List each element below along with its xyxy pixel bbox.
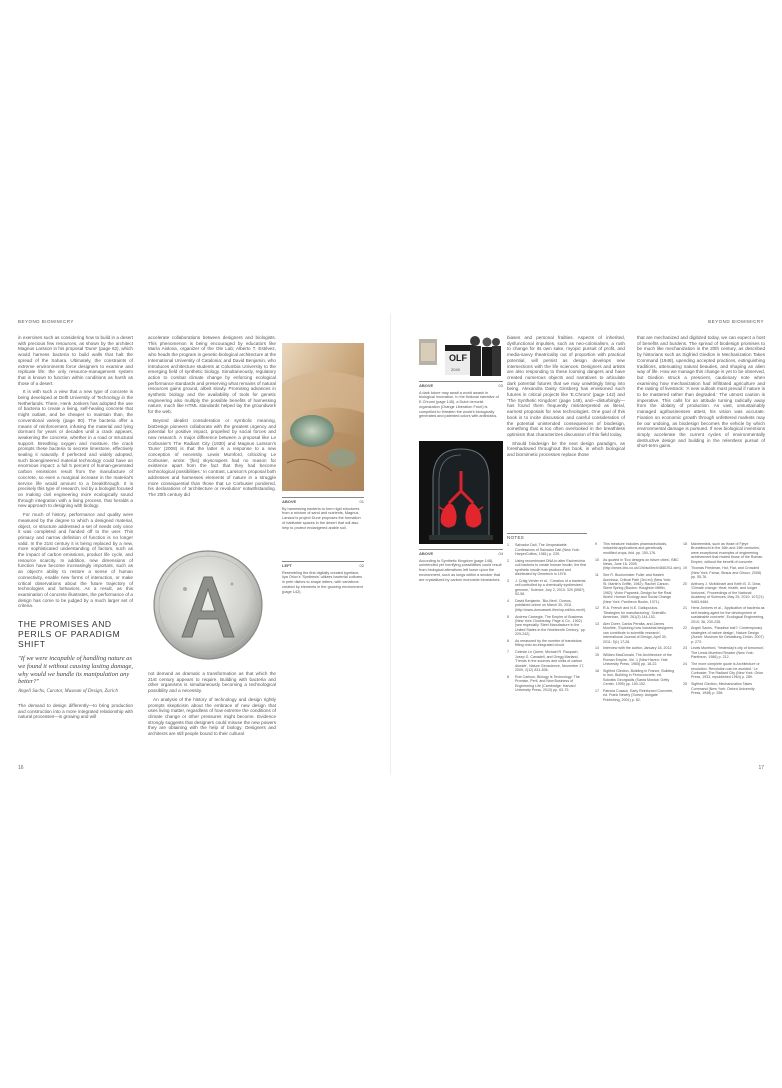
note-item <box>507 599 587 612</box>
note-text: J. Craig Venter et al., 'Creation of a bacterial cell controlled by a chemically synthesized genome,' Science, July 2, 2010: 329 (5987), 52-56. <box>515 579 586 597</box>
note-item <box>683 542 765 564</box>
note-number: 14 <box>595 646 599 651</box>
note-number: 22 <box>683 626 687 631</box>
paragraph: For much of history, performance and quality were measured by the degree to which a designed material, object, or structure addressed a set of needs only once it was completed and handed off to the user. This primacy and narrow definition of function is no longer valid. In the 21st century it is being replaced by a new, more sophisticated understanding of factors, such as the impact of carbon emissions, product life cycle, and resource scarcity. In addition, new dimensions of function have become increasingly important, such as an object's ability to restore a sense of human connectivity, enable new forms of interaction, or make critical observations about the future trajectory of technologies and behaviors. As a result, as this examination of concrete illustrates, the performance of a design has come to be judged by a much larger set of criteria. <box>18 512 133 609</box>
poster-small-text: 2049 <box>451 367 460 372</box>
note-number: 20 <box>683 582 687 587</box>
note-text: Andrew Carnegie, The Empire of Business (New York: Doubleday, Page & Co., 1902) (see especially 'Steel Manufacture in the United States in the Nineteenth Century,' pp. 229-242). <box>515 614 586 637</box>
note-item <box>683 682 765 695</box>
caption-number: 04 <box>498 551 503 556</box>
left-page <box>0 313 391 775</box>
paragraph: accelerate collaborations between designers and biologists. This phenomenon is being encouraged by educators like María Aiolova, organizer of the Ole Lab; Alberto T. Estévez, who heads the program in genetic-biological architecture at the International University of Catalonia; and David Benjamin, who introduces architecture students at Columbia University to the emerging field of synthetic biology. Simultaneously, regulatory action to combat climate change by enforcing ecological performance standards and preserving what remains of natural resources gains ground, albeit slowly. Promising advances in synthetic biology and the availability of tools for genetic engineering also multiply the possible benefits of harnessing nature, much like HTML standards helped lay the groundwork for the web. <box>148 335 276 415</box>
note-text: Celeste Le Quere, Michael R. Raupach, Josep G. Canadell, and Gregg Marland, 'Trends in the sources and sinks of carbon dioxide', Nature Geoscience, November 17, 2009, 2(12) 831-836. <box>515 650 585 672</box>
note-item <box>595 606 675 619</box>
note-item <box>683 626 765 644</box>
caption-number: 01 <box>359 499 364 504</box>
caption-label: ABOVE <box>419 383 434 388</box>
caption-number: 03 <box>498 383 503 388</box>
note-text: See R. Buckminster Fuller and Hasieh Aunnissa, Critical Path (3rd ed) (New York: St. Martin's Griffin, 1982); Rachel Carson, Silent Spring (Boston: Houghton Mifflin, 1962); Victor Papanek, Design for the Real World: Human Ecology and Social Change (New York: Pantheon Books, 1971). <box>603 573 672 604</box>
note-number: 2 <box>507 559 509 564</box>
pull-quote-attribution: Angeli Sachs, Curator, Museum of Design, Zurich <box>18 689 118 695</box>
note-number: 7 <box>507 650 509 655</box>
notes-column-3 <box>683 542 765 698</box>
caption-text: Resembling the first digitally created typeface, Ilya Orlov's 'Synthesis' utilizes bacterial cultures in petri dishes to shape letters, with variations created by elements in the growing environment (page 142). <box>282 570 363 594</box>
paragraph: that are mechanized and digitized today, we can expect a host of benefits and burdens. The spread of biodesign promises to be much like mechanization in the 20th century, as described by historians such as Sigfried Giedion in Mechanization Takes Command (1948), upending accepted practices, extinguishing traditions, attenuating natural beauties, and shaping an alien way of life. How we manage this change is yet to be observed, but Giedion struck a prescient, cautionary note when examining how mechanization had infiltrated agriculture and the raising of livestock: 'A new outlook must prevail if nature is to be mastered rather than degraded.' The utmost caution is imperative. This calls for an attitude turning radically away from the idolatry of production. As vast, unsustainably managed agribusinesses attest, his vision was accurate. Fixation on economic growth through unfettered markets may be our undoing, as biodesign becomes the vehicle by which environmental damage is pursued. If new biological inventions simply accelerate the current cycles of environmentally destructive design and building in the relentless pursuit of short-term gains. <box>637 335 765 449</box>
page-number: 16 <box>18 765 24 771</box>
note-item <box>595 646 675 650</box>
note-number: 18 <box>683 542 687 546</box>
note-text: William MacDonald, The Architecture of the Roman Empire, Vol. 1 (New Haven: Yale University Press, 1965) pp. 18-22. <box>603 653 672 667</box>
note-text: Using recombinant DNA to alter Escherichia coli bacteria to create human insulin, the first synthetic insulin was produced and distributed by Genetech in 1978. <box>515 559 587 577</box>
right-page <box>391 313 782 775</box>
pull-quote: "If we were incapable of handling nature as we found it without causing lasting damage, why would we handle its manipulation any better?" <box>18 655 134 686</box>
note-number: 15 <box>595 653 599 658</box>
note-text: Sigfried Giedion, Building in France, Building in Iron, Building in Ferroconcrete, ed. Sokratis Georgiadis (Santa Monica: Getty Center, 1995) pp. 150-152. <box>603 668 675 687</box>
note-number: 10 <box>595 557 599 562</box>
running-head: BEYOND BIOMIMICRY <box>18 319 74 324</box>
caption-number: 02 <box>359 563 364 568</box>
note-text: Maxtremists, such as those of Fjeye Brunelleschi in the 16th and 19th centuries, were exceptional examples of engineering achievement that rivaled those of the Roman Empire, without the benefit of concrete. <box>691 542 763 564</box>
caption-head <box>419 381 503 389</box>
caption-echromi <box>419 381 503 419</box>
note-item <box>595 669 675 687</box>
caption-text: By harnessing bacteria to form rigid structures from a mixture of sand and nutrients, Magnus Larsson's project Dune proposes the formation of habitable spaces in the desert that will also help to protect endangered arable soil. <box>282 506 361 530</box>
caption-label: LEFT <box>282 563 292 568</box>
left-column-1 <box>18 335 133 723</box>
paragraph: biases and personal frailties. Aspects of inherited, dysfunctional impulses, such as neo-colonialism, a rush to change for its own sake, myopic pursuit of profit, and media-savvy theatricality out of proportion with practical potential, will persist as design develops new intersections with the life sciences. Designers and artists are also responding to these looming dangers and have created numerous objects and narratives to articulate dark potential futures that we may unwittingly bring into being. Alexandra Daisy Ginsberg has envisioned such futures in critical projects like 'E.Chromi' (page 142) and 'The Synthetic Kingdom' (page 148), and—disturbingly—has found them frequently misinterpreted as literal, earnest proposals for new technologies. One goal of this book is to incite discussion and careful consideration of the potential unintended consequences of biodesign, something that is too often overlooked in the breathless optimism that characterizes discussion of this field today. <box>507 335 625 437</box>
note-item <box>507 650 587 672</box>
note-item <box>683 582 765 604</box>
right-column-2 <box>637 335 765 452</box>
note-text: Interview with the author, January 18, 2012. <box>603 646 673 651</box>
page-number: 17 <box>758 765 764 771</box>
lungs-bell-jar-photo <box>419 441 503 544</box>
note-number: 25 <box>683 682 687 687</box>
note-text: Henk Jonkers et al., 'Application of bacteria as self-healing agent for the development of sustainable concrete', Ecological Engineering, 2010: 36, 230-235. <box>691 606 765 624</box>
note-item <box>683 662 765 680</box>
note-text: Rob Carlson, Biology Is Technology: The Promise, Peril, and New Business of Engineering Life (Cambridge: Harvard University Press, 2010) pp. 63-79. <box>515 674 580 692</box>
paragraph: The demand to design differently—to bring production and construction into a more integrated relationship with natural processes—is growing and will <box>18 702 133 720</box>
note-number: 17 <box>595 688 599 693</box>
note-text: Patricia Cusack, Early Reinforced Concrete, ed. Frank Newby (Surrey: Ashgate Publishing, 2001) p. 82. <box>603 688 674 702</box>
note-item <box>507 543 587 556</box>
echromi-poster-photo <box>419 333 501 378</box>
notes-column-2 <box>595 542 682 705</box>
note-text: As measured by the number of transistors fitting onto an integrated circuit. <box>515 639 582 648</box>
caption-head <box>419 549 503 557</box>
note-number: 8 <box>507 674 509 679</box>
paragraph: Should biodesign be the next design paradigm, as foreshadowed throughout this book, in which biological and biomimetic processes replace those <box>507 440 625 458</box>
caption-label: ABOVE <box>282 499 297 504</box>
note-number: 16 <box>595 668 599 673</box>
note-number: 24 <box>683 662 687 667</box>
paragraph: An analysis of the history of technology and design rightly prompts skepticism about the embrace of new design that uses living matter, regardless of how extreme the conditions of climate change or other pressures might become. Evidence strongly suggests that designers could misuse the new powers they are obtaining with the help of biology. Designers and architects are still people bound to their cultural <box>148 696 276 737</box>
caption-text: According to Synthetic Kingdom (page 148), unintended yet horrifying possibilities could result from biological alterations left loose upon the environment, such as lungs within a smoker that are crystallized by carbon monoxide bioreactors. <box>419 558 502 582</box>
note-number: 21 <box>683 606 687 611</box>
note-number: 6 <box>507 639 509 644</box>
note-number: 23 <box>683 646 687 651</box>
note-number: 13 <box>595 622 599 627</box>
note-text: As quoted in 'Eco designs on future cities', BBC News, June 16, 2005 (http://news.bbc.co.uk/1/hi/sci/tech/4681911.stm). <box>603 557 682 571</box>
caption-synthetic-kingdom <box>419 549 503 582</box>
note-number: 1 <box>507 543 509 548</box>
note-item <box>595 573 675 604</box>
caption-above-dune <box>282 497 364 530</box>
running-head: BEYOND BIOMIMICRY <box>708 319 764 324</box>
caption-text: A dark future may await a world awash in biological innovation. In the fictional narrative of E.Chromi (page 145), a Dutch terrorist organization (Orange Liberation Front) is compelled to threaten the world's biologically generated and patented colors with antibiotics. <box>419 390 499 419</box>
left-column-2 <box>148 335 276 501</box>
note-item <box>507 559 587 577</box>
note-text: Sigfried Giedion, Mechanization Takes Command (New York: Oxford University Press, 1948) p. 256. <box>691 682 755 695</box>
caption-head <box>282 561 364 569</box>
note-text: David Benjamin, 'Bio-Next', Domus, published online on March 30, 2011 (http://www.domusweb.it/en/op-ed/bio-next/). <box>515 599 587 612</box>
note-text: The more complete quote is Architecture or revolution. Revolution can be avoided.' Le Corbusier, The Radiant City (New York: Orion Press, 1933, republished 1964) p. 289. <box>691 662 764 680</box>
paragraph: It is with such a view that a new type of concrete is being developed at Delft University of Technology in the Netherlands. There, Henk Jonkers has adopted the use of bacteria to create a living, self-healing concrete that might outlast, and be cheaper to maintain than, the conventional variety (page 80). The bacteria offer a means of reinforcement, infusing the material and lying dormant for years or decades until a crack appears, weakening the concrete, whether in a road or structural support. Breathing oxygen and moisture, the crack prompts these bacteria to secrete limestone, effectively sealing it naturally. If perfected and widely adopted, such bioengineered material technology could have an enormous impact: a full 5 percent of human-generated carbon emissions result from the manufacture of concrete, so even a marginal increase in the material's service life would amount to a breakthrough. It is precisely this type of research, led by a biologist focused on making civil engineering more ecologically sound through integration with a living process, that heralds a new approach to designing with biology. <box>18 389 133 509</box>
note-text: Angeli Sachs, 'Paradise lost?: Contemporary strategies of nature design', Nature Design (Zurich: Museum für Gestaltung Zürich, 2007) p. 273. <box>691 626 764 644</box>
note-text: Anthony J. McMichael and Keith B. G. Dear, 'Climate change: Heat, health, and longer horizons', Proceedings of the National Academy of Sciences, May 25, 2010: 107(21) 9483-9484. <box>691 582 764 604</box>
paragraph: in exercises such as considering how to build in a desert with precious few resources, as shown by the architect Magnus Larsson in his proposal 'Dune' (page 62), which would harness bacteria to build walls that halt the spread of the Sahara. Ultimately, the constraints of extreme environments force designers to examine and replicate life: the only resource-management system that is known to function within conditions as harsh as those of a desert. <box>18 335 133 386</box>
book-spread <box>0 313 782 775</box>
note-item <box>683 646 765 659</box>
petri-dish-letter-a-photo <box>152 549 264 661</box>
note-text: Lewis Mumford, 'Yesterday's city of tomorrow', The Lewis Mumford Reader (New York: Pantheon, 1986) p. 212. <box>691 646 765 660</box>
note-text: Thomas Friedman, Hot, Flat, and Crowded (New York: Farrar, Straus and Giroux, 2008) pp. 55-76. <box>691 566 762 580</box>
caption-left-petri <box>282 561 364 594</box>
right-column-1 <box>507 335 625 461</box>
note-number: 4 <box>507 599 509 604</box>
note-text: Salvador Dalí, The Unspeakable Confessions of Salvador Dalí (New York: HarperCollins, 1981) p. 239. <box>515 543 580 557</box>
note-item <box>595 653 675 666</box>
note-item <box>595 689 675 702</box>
note-item <box>507 579 587 597</box>
note-number: 3 <box>507 579 509 584</box>
note-item <box>507 639 587 648</box>
poster-logo-text: OLF <box>449 353 467 363</box>
notes-title: NOTES <box>507 533 587 540</box>
note-item <box>595 622 675 644</box>
caption-label: ABOVE <box>419 551 434 556</box>
note-number: 19 <box>683 566 687 571</box>
note-number: 9 <box>595 542 597 546</box>
note-item <box>595 557 682 571</box>
caption-head <box>282 497 364 505</box>
note-item <box>595 542 675 555</box>
note-text: Alex Dorer, Carlos Peralta, and James Moultrie, 'Exploring how industrial designers can contribute to scientific research', International Journal of Design, April 30, 2011: 5(1) 17-28. <box>603 622 673 644</box>
left-column-2-bottom <box>148 671 276 740</box>
note-item <box>507 615 587 637</box>
note-item <box>683 606 765 624</box>
note-item <box>683 566 765 579</box>
paragraph: not demand as dramatic a transformation as that which the 21st century appears to require. Building with bacteria and other organisms is simultaneously becoming a technological possibility and a necessity. <box>148 671 276 694</box>
note-number: 11 <box>595 573 599 578</box>
section-heading: THE PROMISES AND PERILS OF PARADIGM SHIFT <box>18 619 121 650</box>
note-number: 5 <box>507 614 509 619</box>
notes-column-1 <box>507 533 587 695</box>
note-text: This measure includes pharmaceuticals, industrial applications and genetically modified crops, ibid. pp. 150-176. <box>603 542 668 555</box>
note-item <box>507 675 587 693</box>
note-text: R.A. French and N.E. Gallopoulos, 'Strategies for manufacturing', Scientific American, 1989: 261(3) 144-152. <box>603 606 666 620</box>
note-number: 12 <box>595 606 599 611</box>
dune-sandstone-photo <box>282 343 364 491</box>
paragraph: Beyond idealist consideration or symbolic meaning, bioDesign pioneers collaborate with the greatest urgency and potential for positive impact, propelled by social forces and new research. A major difference between a proposal like Le Corbusier's The Radiant City (1930) and Magnus Larsson's 'Dune' (2008) is that the latter is a response to a new conception of necessity. Lewis Mumford, criticizing Le Corbusier, wrote: '[his] skyscrapers had no reason for existence apart from the fact that they had become technological possibilities.' In contrast, Larsson's proposal both addresses and harnesses elements of nature in a struggle more consequential than those that Le Corbusier pondered, his declarations of 'architecture or revolution' notwithstanding. The 20th century did <box>148 417 276 497</box>
